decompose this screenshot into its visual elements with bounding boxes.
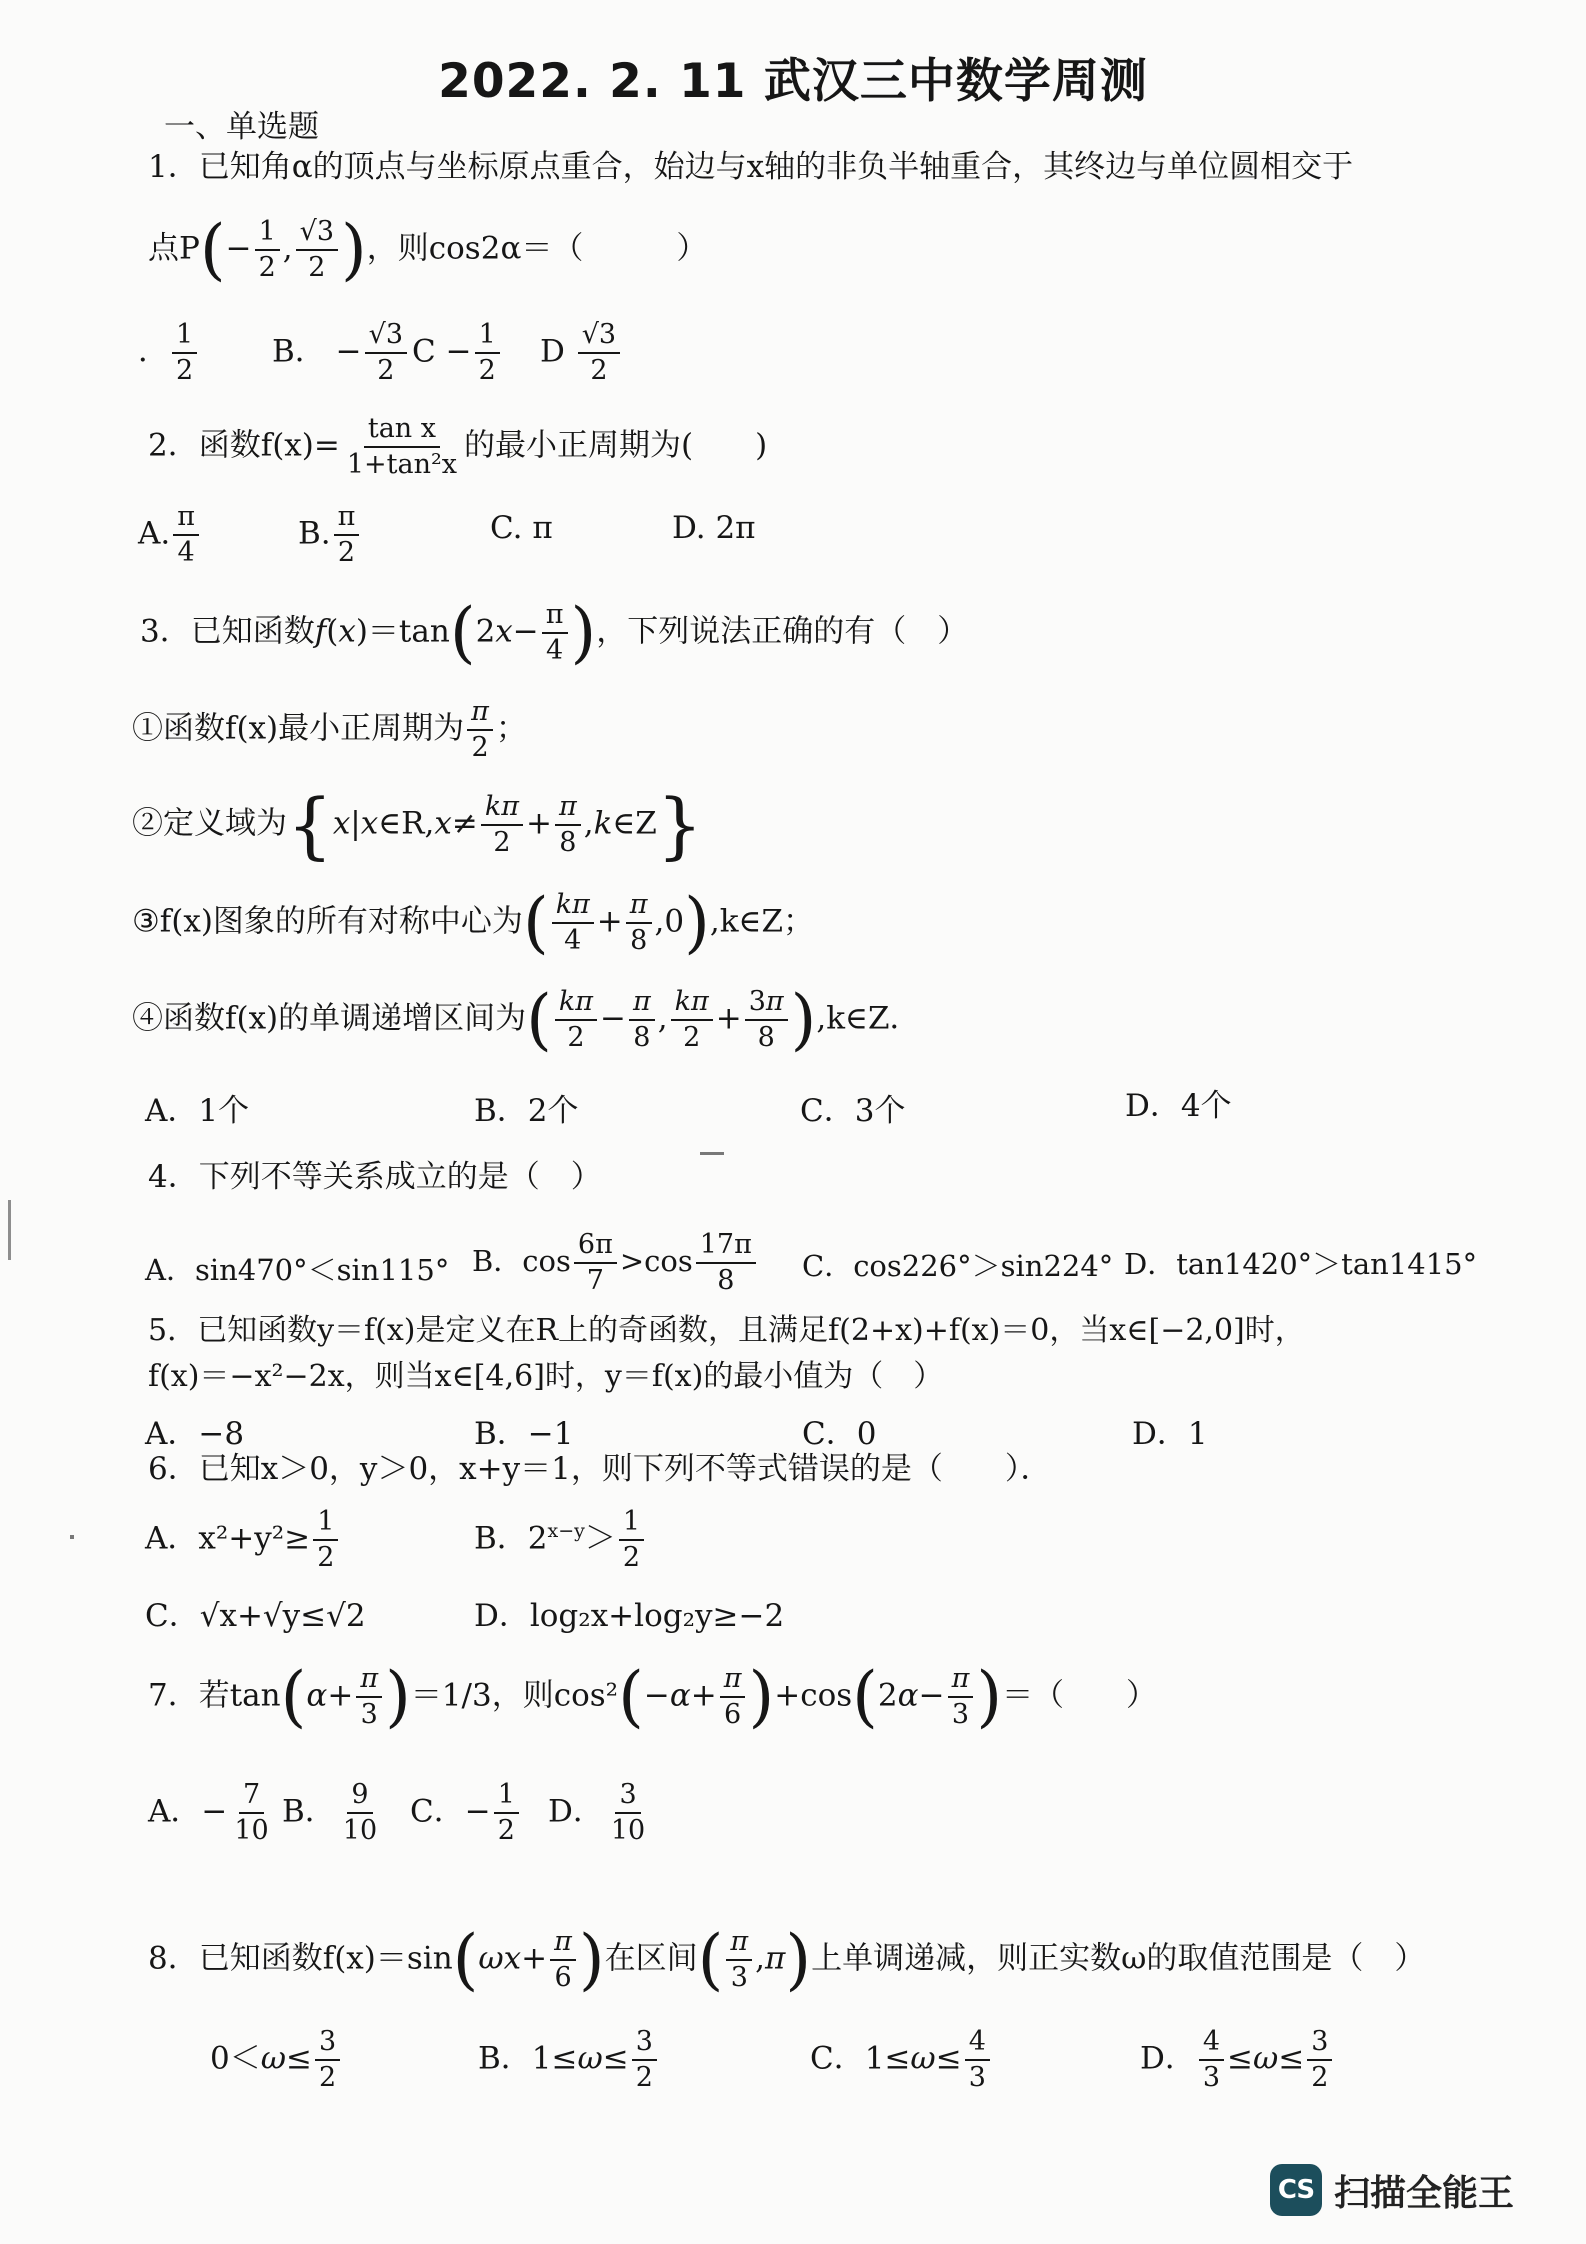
q2-stem: 2．函数f(x)= $\frac{\text{tan x}}{\text{1+tan²x}}$ 的最小正周期为( ) [148, 413, 768, 480]
watermark-text: 扫描全能王 [1333, 2172, 1514, 2214]
q3-statement-4: ④函数f(x)的单调递增区间为( $\frac{k\pi}{2}$ − $\frac{\pi}{8}$ , $\frac{k\pi}{2}$ + $\frac{3\pi}{8}$ ),k∈Z． [132, 980, 921, 1058]
q8-option-d: D． $\frac{4}{3}$ ≤ω≤ $\frac{3}{2}$ [1140, 2025, 1335, 2095]
q3-option-c: C．3个 [800, 1093, 906, 1129]
q7-option-c: C．− $\frac{1}{2}$ [410, 1778, 522, 1848]
q3-stem: 3．已知函数f(x)＝tan(2x− $\frac{\pi}{4}$ )，下列说法正确的有（ ） [140, 593, 969, 671]
q1-option-c: C − $\frac{1}{2}$ [412, 318, 503, 388]
q1-option-d: D $\frac{√3}{2}$ [540, 318, 623, 388]
q7-option-b: B． $\frac{9}{10}$ [282, 1779, 378, 1846]
q8-option-a: 0＜ω≤ $\frac{3}{2}$ [210, 2025, 343, 2095]
q6-option-a: A．x²+y²≥ $\frac{1}{2}$ [145, 1505, 341, 1575]
q2-option-b: B. $\frac{\pi}{2}$ [298, 500, 362, 570]
q7-stem: 7．若tan(α+ $\frac{\pi}{3}$ )＝1/3，则cos²(−α+ $\frac{\pi}{6}$ )+cos(2α− $\frac{\pi}{3}$ )＝（ ） [148, 1657, 1158, 1735]
q3-option-d: D．4个 [1125, 1088, 1232, 1124]
q5-option-b: B．−1 [474, 1416, 574, 1452]
q1-option-b: B． − $\frac{√3}{2}$ [272, 318, 410, 388]
q3-option-b: B．2个 [474, 1093, 579, 1129]
q4-option-a: A．sin470°＜sin115° [145, 1253, 450, 1287]
q8-option-c: C．1≤ω≤ $\frac{4}{3}$ [810, 2025, 993, 2095]
q6-option-d: D．log₂x+log₂y≥−2 [474, 1598, 785, 1634]
q4-option-b: B．cos $\frac{6\pi}{7}$ >cos $\frac{17\pi}{8}$ [472, 1228, 759, 1298]
q1-stem-line2: 点P(− $\frac{1}{2}$ , $\frac{√3}{2}$ )，则cos2α＝（ ） [148, 210, 708, 288]
camscanner-logo-icon: CS [1270, 2164, 1322, 2216]
q7-option-a: A．− $\frac{7}{10}$ [148, 1779, 269, 1846]
q2-option-a: A. $\frac{\pi}{4}$ [138, 500, 202, 570]
q2-option-d: D. 2π [672, 510, 756, 546]
q4-stem: 4．下列不等关系成立的是（ ） [148, 1159, 602, 1195]
q6-stem: 6．已知x＞0，y＞0，x+y＝1，则下列不等式错误的是（ ）． [148, 1451, 1052, 1487]
q3-statement-1: ①函数f(x)最小正周期为 $\frac{\pi}{2}$ ； [132, 696, 527, 763]
q3-option-a: A．1个 [145, 1093, 250, 1129]
section-heading: 一、单选题 [164, 109, 319, 145]
scan-speck [700, 1152, 724, 1155]
q5-stem-line1: 5．已知函数y＝f(x)是定义在R上的奇函数，且满足f(2+x)+f(x)＝0，当x∈[−2,0]时， [148, 1313, 1305, 1348]
q3-statement-3: ③f(x)图象的所有对称中心为( $\frac{k\pi}{4}$ + $\frac{\pi}{8}$ ,0),k∈Z； [132, 883, 814, 961]
scan-speck [8, 1200, 11, 1260]
q6-option-b: B．$2^{x-y}>$ $\frac{1}{2}$ [474, 1505, 647, 1575]
q6-option-c: C．√x+√y≤√2 [145, 1598, 366, 1634]
q3-statement-2: ②定义域为{x|x∈R,x≠ $\frac{k\pi}{2}$ + $\frac{\pi}{8}$ ,k∈Z} [132, 782, 703, 867]
page-title: 2022. 2. 11 武汉三中数学周测 [438, 54, 1148, 109]
q1-stem-line1: 1．已知角α的顶点与坐标原点重合，始边与x轴的非负半轴重合，其终边与单位圆相交于 [148, 149, 1354, 185]
q5-stem-line2: f(x)＝−x²−2x，则当x∈[4,6]时，y＝f(x)的最小值为（ ） [148, 1359, 944, 1394]
q2-option-c: C. π [490, 510, 553, 546]
q7-option-d: D． $\frac{3}{10}$ [548, 1779, 646, 1846]
q4-option-d: D．tan1420°＞tan1415° [1124, 1247, 1478, 1281]
q5-option-c: C．0 [802, 1416, 877, 1452]
q5-option-d: D．1 [1132, 1416, 1208, 1452]
q8-option-b: B．1≤ω≤ $\frac{3}{2}$ [478, 2025, 660, 2095]
scan-speck [70, 1535, 74, 1539]
q8-stem: 8．已知函数f(x)＝sin(ωx+ $\frac{\pi}{6}$ )在区间( $\frac{\pi}{3}$ ,π)上单调递减，则正实数ω的取值范围是（ ） [148, 1920, 1426, 1998]
q1-option-a: ． $\frac{1}{2}$ [138, 318, 200, 388]
scanner-watermark [1270, 2164, 1514, 2216]
q5-option-a: A．−8 [145, 1416, 245, 1452]
q4-option-c: C．cos226°＞sin224° [802, 1249, 1114, 1283]
